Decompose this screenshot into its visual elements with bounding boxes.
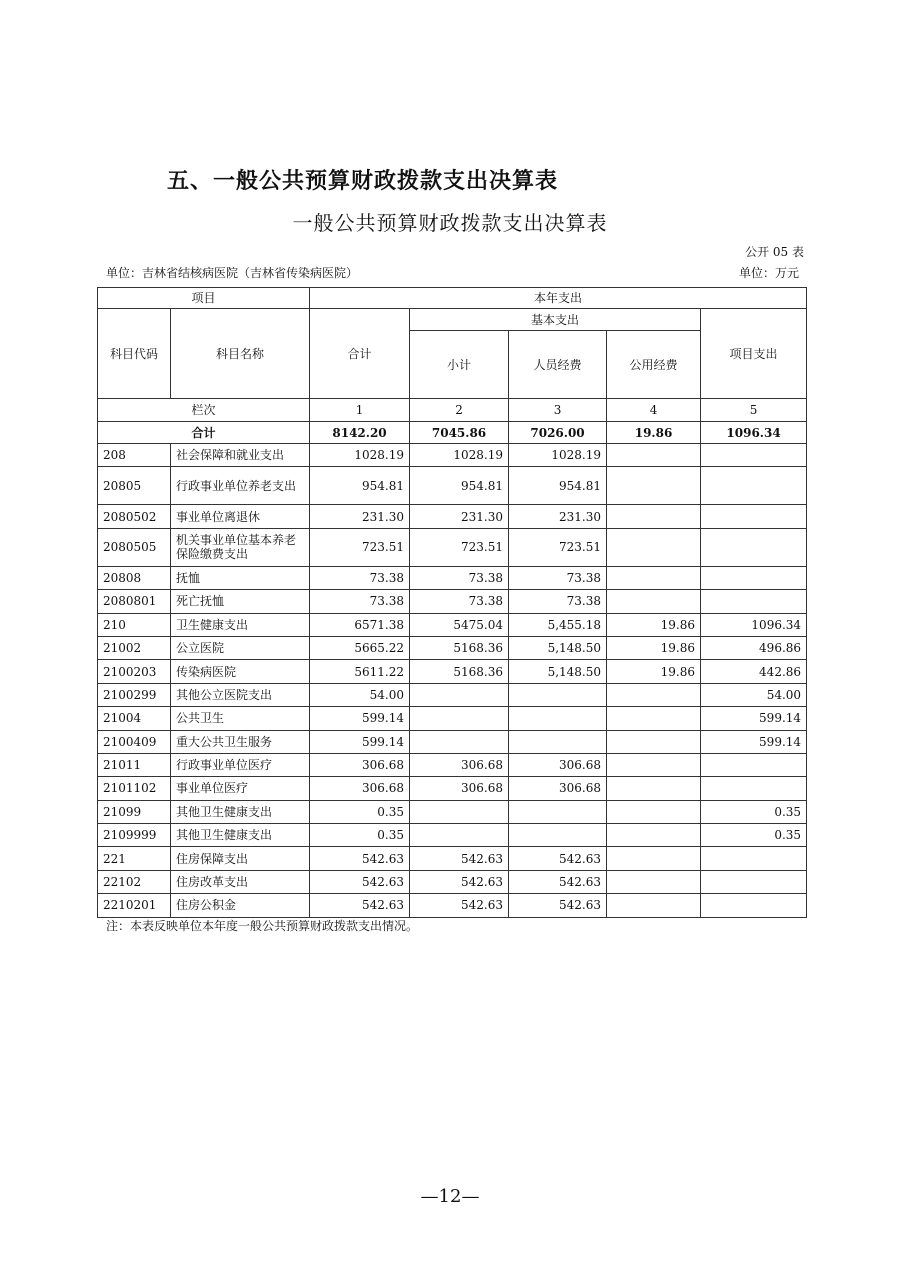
row-name: 行政事业单位养老支出	[171, 467, 310, 505]
table-row	[98, 660, 807, 683]
row-public	[607, 730, 701, 753]
row-project: 496.86	[701, 636, 807, 659]
row-total: 306.68	[310, 753, 410, 776]
row-project: 1096.34	[701, 613, 807, 636]
header-row-2	[98, 309, 807, 331]
row-name: 公立医院	[171, 636, 310, 659]
header-personnel: 人员经费	[509, 331, 607, 399]
row-public	[607, 444, 701, 467]
row-name: 其他公立医院支出	[171, 683, 310, 706]
row-name: 其他卫生健康支出	[171, 824, 310, 847]
row-project	[701, 753, 807, 776]
row-code: 221	[98, 847, 171, 870]
row-subtotal: 73.38	[410, 566, 509, 589]
row-subtotal: 5475.04	[410, 613, 509, 636]
header-basic: 基本支出	[410, 309, 701, 331]
expenditure-table	[97, 287, 807, 918]
row-project	[701, 870, 807, 893]
header-row-1	[98, 288, 807, 309]
row-total: 73.38	[310, 566, 410, 589]
row-public	[607, 467, 701, 505]
row-personnel	[509, 824, 607, 847]
row-name: 行政事业单位医疗	[171, 753, 310, 776]
table-row	[98, 707, 807, 730]
row-total: 54.00	[310, 683, 410, 706]
row-subtotal	[410, 800, 509, 823]
row-subtotal	[410, 824, 509, 847]
row-personnel: 73.38	[509, 566, 607, 589]
row-subtotal	[410, 683, 509, 706]
row-public	[607, 566, 701, 589]
row-code: 2080801	[98, 590, 171, 613]
row-subtotal: 231.30	[410, 505, 509, 528]
row-public	[607, 683, 701, 706]
row-total: 0.35	[310, 800, 410, 823]
page-number: —12—	[420, 1186, 480, 1207]
table-title: 一般公共预算财政拨款支出决算表	[292, 211, 608, 235]
header-public: 公用经费	[607, 331, 701, 399]
organization-unit: 单位：吉林省结核病医院（吉林省传染病医院）	[106, 266, 359, 280]
row-project	[701, 467, 807, 505]
row-name: 事业单位离退休	[171, 505, 310, 528]
row-subtotal: 73.38	[410, 590, 509, 613]
row-personnel: 306.68	[509, 777, 607, 800]
row-personnel: 5,455.18	[509, 613, 607, 636]
row-name: 机关事业单位基本养老保险缴费支出	[171, 528, 310, 566]
header-column-order: 栏次	[98, 399, 310, 422]
row-personnel	[509, 683, 607, 706]
row-name: 住房保障支出	[171, 847, 310, 870]
row-personnel: 542.63	[509, 894, 607, 917]
table-row	[98, 894, 807, 917]
row-code: 20808	[98, 566, 171, 589]
row-total: 542.63	[310, 894, 410, 917]
row-project: 599.14	[701, 730, 807, 753]
header-item: 项目	[98, 288, 310, 309]
header-project: 项目支出	[701, 309, 807, 399]
row-total: 6571.38	[310, 613, 410, 636]
table-row	[98, 870, 807, 893]
row-total: 306.68	[310, 777, 410, 800]
row-project: 0.35	[701, 824, 807, 847]
row-name: 住房改革支出	[171, 870, 310, 893]
row-personnel: 231.30	[509, 505, 607, 528]
header-code: 科目代码	[98, 309, 171, 399]
row-subtotal: 5168.36	[410, 636, 509, 659]
row-subtotal: 5168.36	[410, 660, 509, 683]
row-total: 1028.19	[310, 444, 410, 467]
row-total: 599.14	[310, 707, 410, 730]
row-name: 卫生健康支出	[171, 613, 310, 636]
table-row	[98, 683, 807, 706]
total-project: 1096.34	[701, 422, 807, 444]
row-subtotal	[410, 707, 509, 730]
row-public	[607, 528, 701, 566]
col-num: 1	[310, 399, 410, 422]
table-row	[98, 753, 807, 776]
table-row	[98, 730, 807, 753]
row-code: 2210201	[98, 894, 171, 917]
row-personnel	[509, 707, 607, 730]
row-personnel: 73.38	[509, 590, 607, 613]
table-row	[98, 505, 807, 528]
header-name: 科目名称	[171, 309, 310, 399]
row-project: 442.86	[701, 660, 807, 683]
total-personnel: 7026.00	[509, 422, 607, 444]
row-public	[607, 777, 701, 800]
total-subtotal: 7045.86	[410, 422, 509, 444]
row-project: 54.00	[701, 683, 807, 706]
row-code: 2100203	[98, 660, 171, 683]
row-code: 210	[98, 613, 171, 636]
row-public: 19.86	[607, 613, 701, 636]
row-total: 599.14	[310, 730, 410, 753]
row-total: 73.38	[310, 590, 410, 613]
row-project	[701, 505, 807, 528]
row-public	[607, 505, 701, 528]
row-project	[701, 590, 807, 613]
section-title: 五、一般公共预算财政拨款支出决算表	[167, 169, 559, 194]
total-public: 19.86	[607, 422, 701, 444]
row-code: 20805	[98, 467, 171, 505]
row-code: 21099	[98, 800, 171, 823]
row-total: 954.81	[310, 467, 410, 505]
row-public	[607, 847, 701, 870]
row-code: 2080505	[98, 528, 171, 566]
row-personnel: 954.81	[509, 467, 607, 505]
table-row	[98, 777, 807, 800]
row-project	[701, 894, 807, 917]
row-personnel: 542.63	[509, 847, 607, 870]
row-code: 21002	[98, 636, 171, 659]
row-total: 231.30	[310, 505, 410, 528]
total-row	[98, 422, 807, 444]
row-public	[607, 894, 701, 917]
row-personnel	[509, 800, 607, 823]
row-total: 542.63	[310, 847, 410, 870]
row-name: 传染病医院	[171, 660, 310, 683]
row-personnel: 5,148.50	[509, 660, 607, 683]
table-row	[98, 636, 807, 659]
row-total: 5665.22	[310, 636, 410, 659]
header-subtotal: 小计	[410, 331, 509, 399]
col-num: 3	[509, 399, 607, 422]
row-code: 2080502	[98, 505, 171, 528]
row-code: 2100409	[98, 730, 171, 753]
row-subtotal: 1028.19	[410, 444, 509, 467]
row-name: 其他卫生健康支出	[171, 800, 310, 823]
header-total: 合计	[310, 309, 410, 399]
row-code: 21011	[98, 753, 171, 776]
row-public: 19.86	[607, 660, 701, 683]
row-code: 2101102	[98, 777, 171, 800]
row-public: 19.86	[607, 636, 701, 659]
col-num: 5	[701, 399, 807, 422]
table-row	[98, 613, 807, 636]
row-public	[607, 870, 701, 893]
row-subtotal: 306.68	[410, 777, 509, 800]
row-total: 0.35	[310, 824, 410, 847]
table-row	[98, 847, 807, 870]
row-name: 社会保障和就业支出	[171, 444, 310, 467]
row-total: 723.51	[310, 528, 410, 566]
row-subtotal: 542.63	[410, 847, 509, 870]
row-subtotal	[410, 730, 509, 753]
row-public	[607, 707, 701, 730]
row-project	[701, 847, 807, 870]
form-number: 公开 05 表	[745, 245, 804, 259]
row-project	[701, 528, 807, 566]
row-project	[701, 777, 807, 800]
row-total: 542.63	[310, 870, 410, 893]
row-project	[701, 566, 807, 589]
row-code: 22102	[98, 870, 171, 893]
row-total: 5611.22	[310, 660, 410, 683]
row-subtotal: 542.63	[410, 894, 509, 917]
row-personnel: 5,148.50	[509, 636, 607, 659]
row-subtotal: 306.68	[410, 753, 509, 776]
row-subtotal: 723.51	[410, 528, 509, 566]
row-public	[607, 800, 701, 823]
total-total: 8142.20	[310, 422, 410, 444]
table-row	[98, 800, 807, 823]
row-project	[701, 444, 807, 467]
table-note: 注：本表反映单位本年度一般公共预算财政拨款支出情况。	[106, 919, 419, 933]
col-num: 4	[607, 399, 701, 422]
column-number-row	[98, 399, 807, 422]
header-current-year: 本年支出	[310, 288, 807, 309]
row-project: 0.35	[701, 800, 807, 823]
row-personnel: 306.68	[509, 753, 607, 776]
table-row	[98, 590, 807, 613]
row-subtotal: 954.81	[410, 467, 509, 505]
row-code: 2100299	[98, 683, 171, 706]
col-num: 2	[410, 399, 509, 422]
row-personnel: 723.51	[509, 528, 607, 566]
row-code: 208	[98, 444, 171, 467]
table-row	[98, 824, 807, 847]
row-name: 重大公共卫生服务	[171, 730, 310, 753]
money-unit: 单位：万元	[738, 266, 799, 280]
row-personnel: 1028.19	[509, 444, 607, 467]
row-name: 死亡抚恤	[171, 590, 310, 613]
row-public	[607, 824, 701, 847]
row-public	[607, 590, 701, 613]
row-project: 599.14	[701, 707, 807, 730]
table-row	[98, 566, 807, 589]
table-row	[98, 467, 807, 505]
row-code: 2109999	[98, 824, 171, 847]
table-row	[98, 528, 807, 566]
row-name: 抚恤	[171, 566, 310, 589]
row-personnel	[509, 730, 607, 753]
row-subtotal: 542.63	[410, 870, 509, 893]
row-name: 公共卫生	[171, 707, 310, 730]
table-row	[98, 444, 807, 467]
row-public	[607, 753, 701, 776]
row-name: 住房公积金	[171, 894, 310, 917]
row-name: 事业单位医疗	[171, 777, 310, 800]
total-label: 合计	[98, 422, 310, 444]
row-personnel: 542.63	[509, 870, 607, 893]
row-code: 21004	[98, 707, 171, 730]
